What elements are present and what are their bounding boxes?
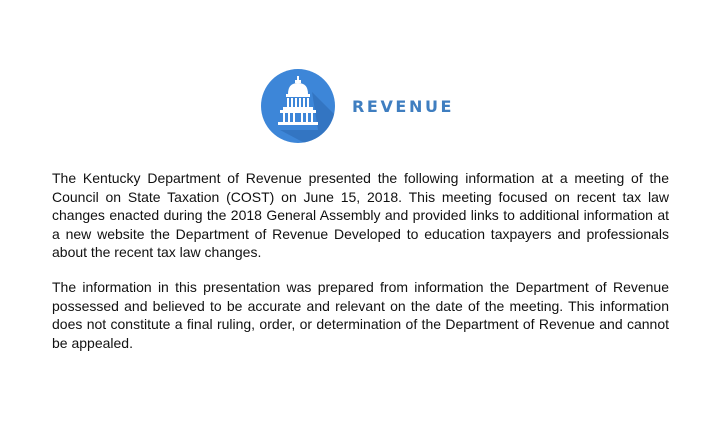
disclaimer-text: [52, 169, 669, 368]
intro-paragraph: The Kentucky Department of Revenue presented the following information at a meeting of the Council on State Taxation (COST) on June 15, 2018. This meeting focused on recent tax law changes enacted during the 2018 General Assembly and provided links to additional information at a new website the Department of Revenue Developed to education taxpayers and professionals about the recent tax law changes.: [52, 170, 669, 261]
logo-wordmark: REVENUE: [352, 96, 455, 116]
revenue-logo: [260, 68, 454, 144]
capitol-dome-icon: [260, 68, 336, 144]
disclaimer-paragraph: The information in this presentation was prepared from information the Department of Revenue possessed and believed to be accurate and relevant on the date of the meeting. This information does not constitute a final ruling, order, or determination of the Department of Revenue and cannot be appealed.: [52, 278, 669, 351]
